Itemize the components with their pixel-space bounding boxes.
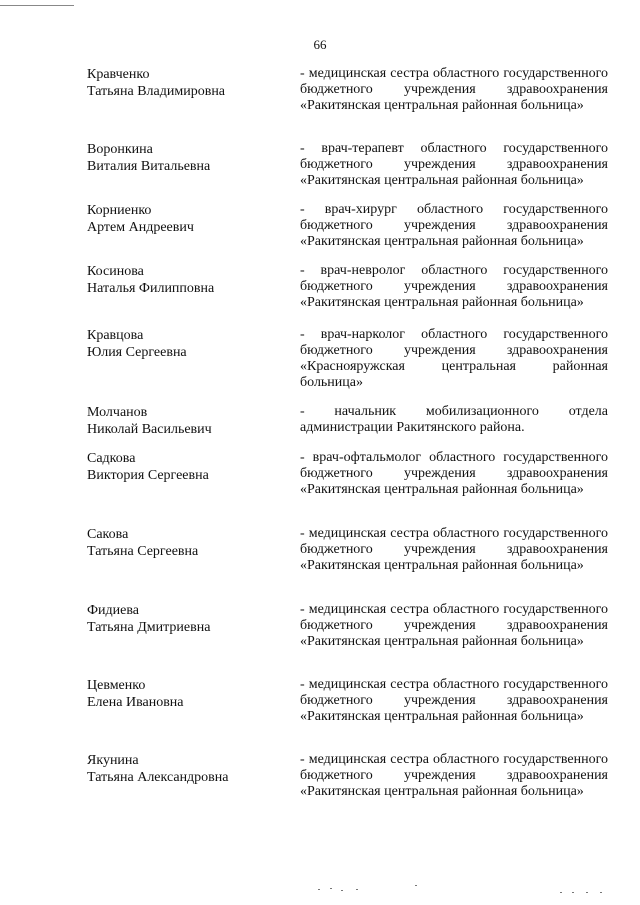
scan-corner-mark bbox=[0, 0, 74, 6]
person-name bbox=[87, 404, 287, 438]
person-name bbox=[87, 66, 287, 100]
person-surname: Корниенко bbox=[87, 203, 152, 218]
person-name bbox=[87, 677, 287, 711]
person-name bbox=[87, 202, 287, 236]
person-surname: Садкова bbox=[87, 451, 136, 466]
position-description: - медицинская сестра областного государственного бюджетного учреждения здравоохранения «Ракитянская центральная районная больница» bbox=[300, 526, 608, 573]
person-name bbox=[87, 327, 287, 361]
person-name bbox=[87, 450, 287, 484]
position-description: - врач-хирург областного государственного бюджетного учреждения здравоохранения «Ракитянская центральная районная больница» bbox=[300, 202, 608, 249]
person-given-names: Татьяна Владимировна bbox=[87, 84, 226, 99]
position-description: - врач-терапевт областного государственного бюджетного учреждения здравоохранения «Ракитянская центральная районная больница» bbox=[300, 141, 608, 188]
position-description: - начальник мобилизационного отдела администрации Ракитянского района. bbox=[300, 404, 608, 435]
person-surname: Кравченко bbox=[87, 67, 150, 82]
person-given-names: Татьяна Сергеевна bbox=[87, 544, 199, 559]
person-surname: Кравцова bbox=[87, 328, 144, 343]
person-given-names: Наталья Филипповна bbox=[87, 281, 215, 296]
person-given-names: Виталия Витальевна bbox=[87, 159, 211, 174]
position-description: - медицинская сестра областного государственного бюджетного учреждения здравоохранения «Ракитянская центральная районная больница» bbox=[300, 66, 608, 113]
person-surname: Фидиева bbox=[87, 603, 140, 618]
position-description: - медицинская сестра областного государственного бюджетного учреждения здравоохранения «Ракитянская центральная районная больница» bbox=[300, 752, 608, 799]
person-surname: Косинова bbox=[87, 264, 144, 279]
scan-noise bbox=[0, 885, 640, 895]
person-name bbox=[87, 263, 287, 297]
person-given-names: Татьяна Александровна bbox=[87, 770, 229, 785]
position-description: - врач-офтальмолог областного государственного бюджетного учреждения здравоохранения «Ракитянская центральная районная больница» bbox=[300, 450, 608, 497]
person-given-names: Татьяна Дмитриевна bbox=[87, 620, 211, 635]
position-description: - врач-нарколог областного государственного бюджетного учреждения здравоохранения «Краснояружская центральная районная больница» bbox=[300, 327, 608, 390]
person-given-names: Виктория Сергеевна bbox=[87, 468, 209, 483]
person-surname: Сакова bbox=[87, 527, 129, 542]
person-name bbox=[87, 602, 287, 636]
page-number: 66 bbox=[313, 37, 327, 52]
person-name bbox=[87, 141, 287, 175]
person-name bbox=[87, 526, 287, 560]
person-given-names: Артем Андреевич bbox=[87, 220, 194, 235]
person-given-names: Елена Ивановна bbox=[87, 695, 184, 710]
person-surname: Якунина bbox=[87, 753, 139, 768]
position-description: - медицинская сестра областного государственного бюджетного учреждения здравоохранения «Ракитянская центральная районная больница» bbox=[300, 677, 608, 724]
person-given-names: Юлия Сергеевна bbox=[87, 345, 187, 360]
person-name bbox=[87, 752, 287, 786]
position-description: - медицинская сестра областного государственного бюджетного учреждения здравоохранения «Ракитянская центральная районная больница» bbox=[300, 602, 608, 649]
position-description: - врач-невролог областного государственного бюджетного учреждения здравоохранения «Ракитянская центральная районная больница» bbox=[300, 263, 608, 310]
person-surname: Молчанов bbox=[87, 405, 148, 420]
person-given-names: Николай Васильевич bbox=[87, 422, 212, 437]
person-surname: Цевменко bbox=[87, 678, 146, 693]
person-surname: Воронкина bbox=[87, 142, 153, 157]
